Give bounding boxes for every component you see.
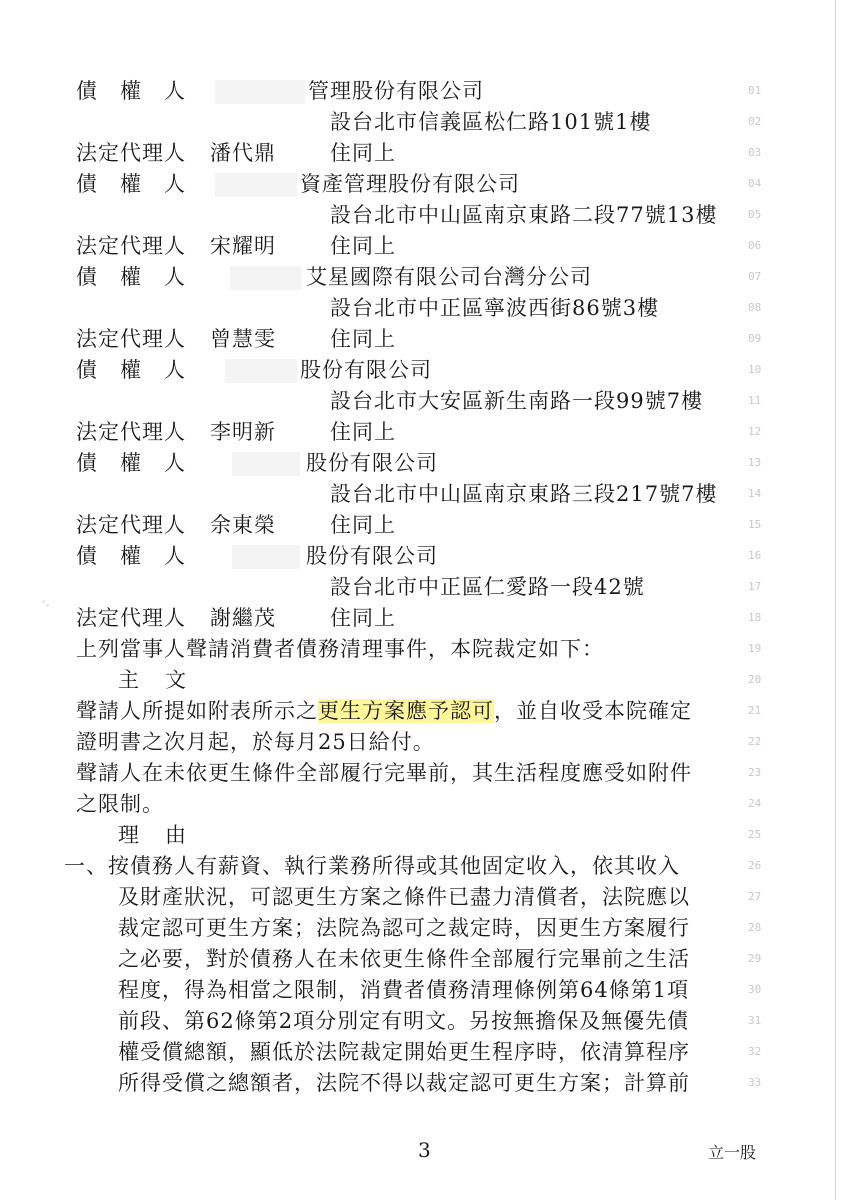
reason-line: 一、按債務人有薪資、執行業務所得或其他固定收入，依其收入 bbox=[64, 854, 680, 878]
line-number: 06 bbox=[748, 239, 762, 252]
agent-address: 住同上 bbox=[330, 234, 396, 258]
line-number: 11 bbox=[748, 394, 762, 407]
page-number: 3 bbox=[418, 1138, 431, 1162]
line-number: 14 bbox=[748, 487, 762, 500]
line-number: 07 bbox=[748, 270, 762, 283]
agent-name: 曾慧雯 bbox=[210, 327, 276, 351]
main-text-1-post: ，並自收受本院確定 bbox=[494, 699, 692, 723]
line-number: 09 bbox=[748, 332, 762, 345]
line-number: 19 bbox=[748, 642, 762, 655]
party-name: 股份有限公司 bbox=[306, 451, 438, 475]
party-role: 債 權 人 bbox=[76, 451, 186, 475]
reason-line: 權受償總額，顯低於法院裁定開始更生程序時，依清算程序 bbox=[118, 1040, 690, 1064]
party-role: 債 權 人 bbox=[76, 265, 186, 289]
agent-name: 潘代鼎 bbox=[210, 141, 276, 165]
line-number: 16 bbox=[748, 549, 762, 562]
reason-line: 及財產狀況，可認更生方案之條件已盡力清償者，法院應以 bbox=[118, 885, 690, 909]
party-address: 設台北市中正區寧波西街86號3樓 bbox=[330, 296, 660, 320]
line-number: 18 bbox=[748, 611, 762, 624]
line-number: 17 bbox=[748, 580, 762, 593]
reason-line: 之必要，對於債務人在未依更生條件全部履行完畢前之生活 bbox=[118, 947, 690, 971]
main-text-paragraph-1-line2: 證明書之次月起，於每月25日給付。 bbox=[76, 730, 435, 754]
agent-name: 李明新 bbox=[210, 420, 276, 444]
party-name: 股份有限公司 bbox=[300, 358, 432, 382]
line-number: 03 bbox=[748, 146, 762, 159]
agent-address: 住同上 bbox=[330, 606, 396, 630]
line-number: 21 bbox=[748, 704, 762, 717]
line-number: 27 bbox=[748, 890, 762, 903]
party-address: 設台北市中山區南京東路二段77號13樓 bbox=[330, 203, 718, 227]
line-number: 20 bbox=[748, 673, 762, 686]
party-role: 債 權 人 bbox=[76, 544, 186, 568]
party-address: 設台北市中正區仁愛路一段42號 bbox=[330, 575, 645, 599]
reason-line: 所得受償之總額者，法院不得以裁定認可更生方案；計算前 bbox=[118, 1071, 690, 1095]
party-name: 資產管理股份有限公司 bbox=[300, 172, 520, 196]
reason-line: 裁定認可更生方案；法院為認可之裁定時，因更生方案履行 bbox=[118, 916, 690, 940]
scan-mark bbox=[46, 604, 49, 607]
line-number: 04 bbox=[748, 177, 762, 190]
line-number: 23 bbox=[748, 766, 762, 779]
agent-address: 住同上 bbox=[330, 420, 396, 444]
main-text-1-pre: 聲請人所提如附表所示之 bbox=[76, 699, 318, 723]
line-number: 22 bbox=[748, 735, 762, 748]
agent-role: 法定代理人 bbox=[76, 141, 186, 165]
court-division-label: 立一股 bbox=[708, 1143, 757, 1162]
line-number: 10 bbox=[748, 363, 762, 376]
redaction-mark bbox=[225, 359, 297, 383]
redaction-mark bbox=[232, 452, 300, 476]
main-text-paragraph-2-line2: 之限制。 bbox=[76, 792, 164, 816]
line-number: 12 bbox=[748, 425, 762, 438]
line-number: 01 bbox=[748, 84, 762, 97]
highlighted-phrase: 更生方案應予認可 bbox=[318, 699, 494, 723]
line-number: 26 bbox=[748, 859, 762, 872]
main-text-paragraph-1 bbox=[76, 698, 692, 724]
main-text-paragraph-2: 聲請人在未依更生條件全部履行完畢前，其生活程度應受如附件 bbox=[76, 761, 692, 785]
party-address: 設台北市信義區松仁路101號1樓 bbox=[330, 110, 652, 134]
line-number: 28 bbox=[748, 921, 762, 934]
party-name: 艾星國際有限公司台灣分公司 bbox=[306, 265, 592, 289]
line-number: 32 bbox=[748, 1045, 762, 1058]
line-number: 30 bbox=[748, 983, 762, 996]
main-text-heading: 主文 bbox=[118, 668, 212, 692]
agent-role: 法定代理人 bbox=[76, 420, 186, 444]
reason-heading: 理由 bbox=[118, 823, 212, 847]
agent-role: 法定代理人 bbox=[76, 606, 186, 630]
reason-line: 程度，得為相當之限制，消費者債務清理條例第64條第1項 bbox=[118, 978, 690, 1002]
agent-name: 謝繼茂 bbox=[210, 606, 276, 630]
line-number: 15 bbox=[748, 518, 762, 531]
line-number: 05 bbox=[748, 208, 762, 221]
ruling-intro: 上列當事人聲請消費者債務清理事件，本院裁定如下： bbox=[76, 637, 604, 661]
agent-role: 法定代理人 bbox=[76, 513, 186, 537]
party-role: 債 權 人 bbox=[76, 79, 186, 103]
party-address: 設台北市大安區新生南路一段99號7樓 bbox=[330, 389, 704, 413]
party-name: 管理股份有限公司 bbox=[308, 79, 484, 103]
agent-name: 宋耀明 bbox=[210, 234, 276, 258]
line-number: 33 bbox=[748, 1076, 762, 1089]
redaction-mark bbox=[215, 173, 297, 197]
agent-name: 余東榮 bbox=[210, 513, 276, 537]
line-number: 13 bbox=[748, 456, 762, 469]
party-role: 債 權 人 bbox=[76, 358, 186, 382]
party-role: 債 權 人 bbox=[76, 172, 186, 196]
redaction-mark bbox=[230, 266, 302, 290]
reason-line: 前段、第62條第2項分別定有明文。另按無擔保及無優先債 bbox=[118, 1009, 690, 1033]
agent-address: 住同上 bbox=[330, 513, 396, 537]
agent-address: 住同上 bbox=[330, 327, 396, 351]
redaction-mark bbox=[215, 80, 305, 104]
party-address: 設台北市中山區南京東路三段217號7樓 bbox=[330, 482, 718, 506]
party-name: 股份有限公司 bbox=[306, 544, 438, 568]
line-number: 08 bbox=[748, 301, 762, 314]
line-number: 24 bbox=[748, 797, 762, 810]
page-edge-rule bbox=[835, 0, 836, 1200]
redaction-mark bbox=[232, 545, 300, 569]
scan-mark bbox=[42, 600, 45, 603]
line-number: 25 bbox=[748, 828, 762, 841]
line-number: 29 bbox=[748, 952, 762, 965]
agent-role: 法定代理人 bbox=[76, 234, 186, 258]
line-number: 02 bbox=[748, 115, 762, 128]
line-number: 31 bbox=[748, 1014, 762, 1027]
agent-role: 法定代理人 bbox=[76, 327, 186, 351]
agent-address: 住同上 bbox=[330, 141, 396, 165]
